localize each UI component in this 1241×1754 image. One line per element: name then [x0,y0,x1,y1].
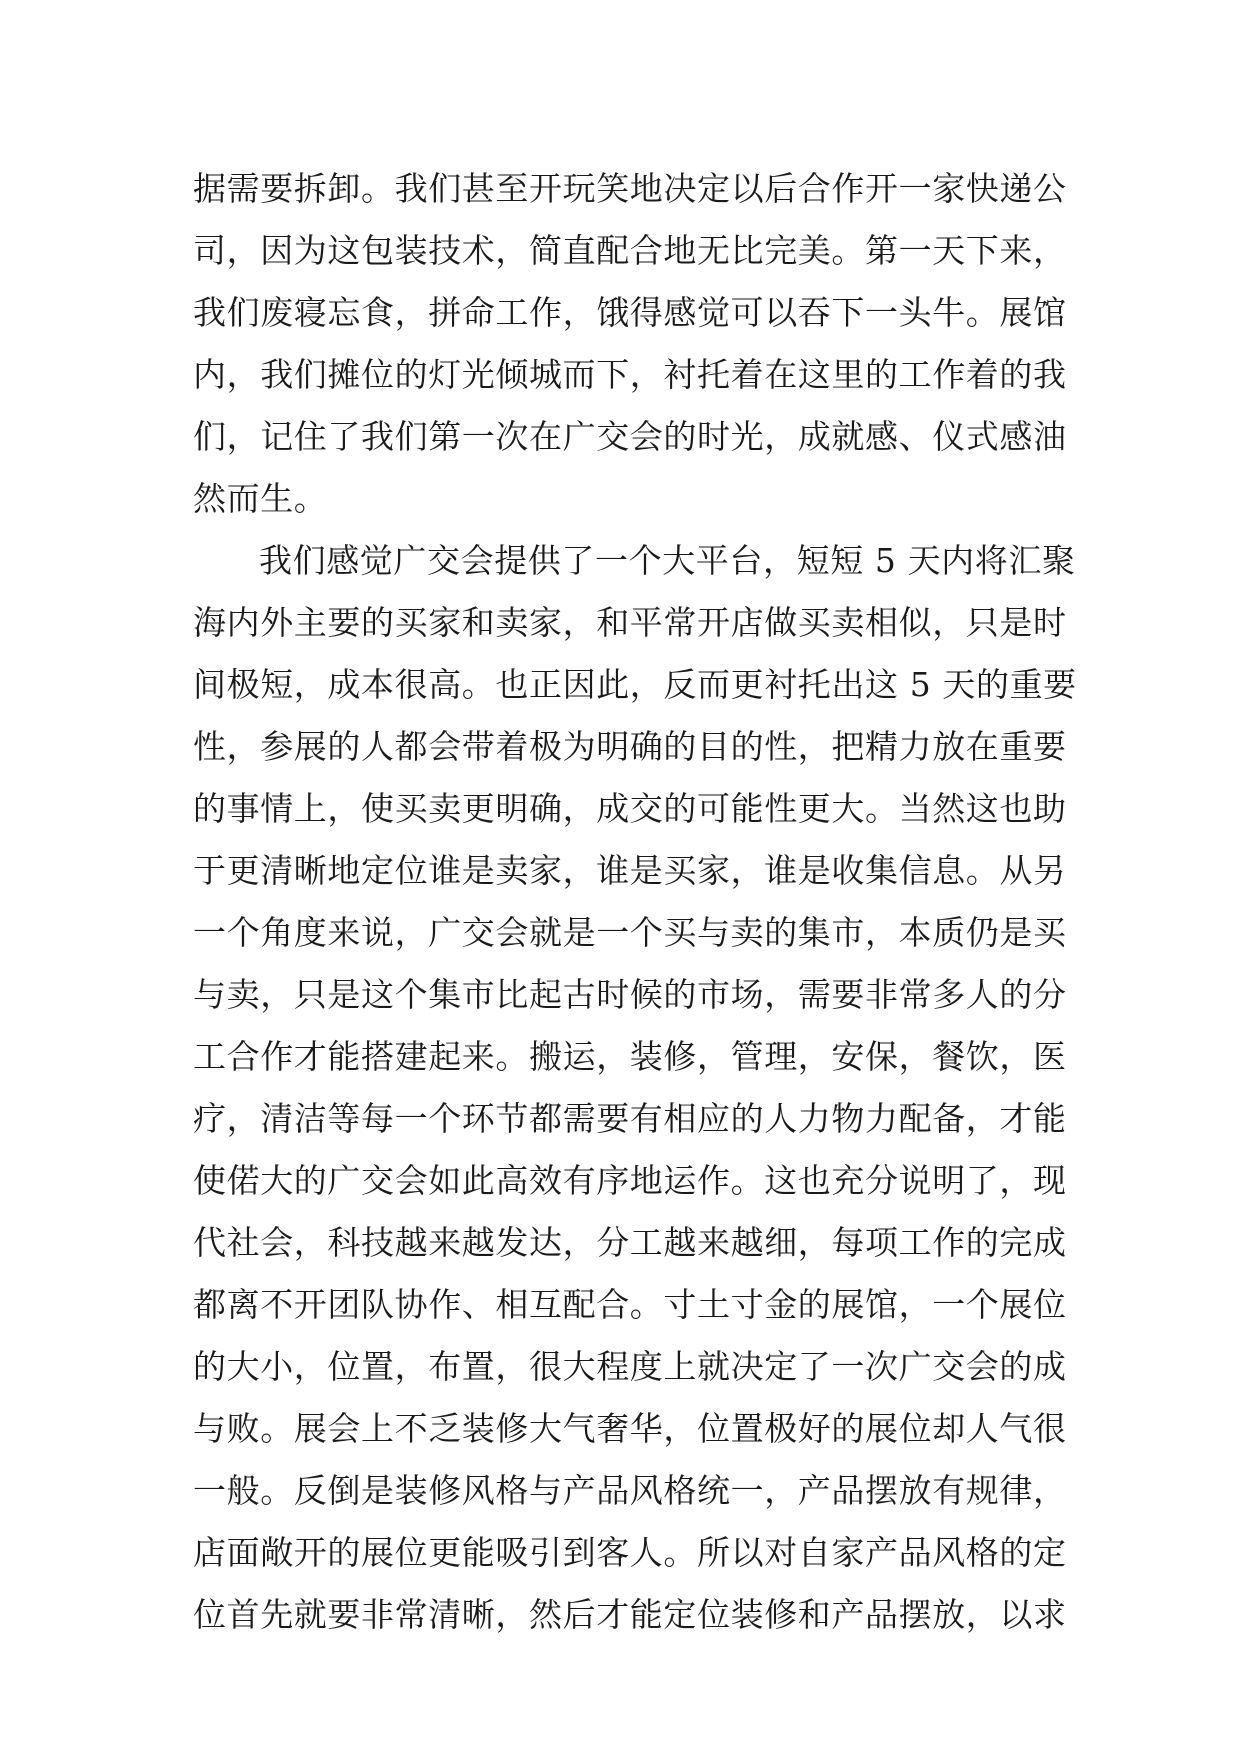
text-line: 都离不开团队协作、相互配合。寸土寸金的展馆，一个展位 [193,1285,1067,1324]
text-line: 一般。反倒是装修风格与产品风格统一，产品摆放有规律， [193,1471,1067,1510]
text-line: 工合作才能搭建起来。搬运，装修，管理，安保，餐饮，医 [193,1037,1067,1076]
text-line: 然而生。 [193,479,328,518]
paragraph-first-line: 我们感觉广交会提供了一个大平台，短短 5 天内将汇聚 [259,541,1076,580]
text-line: 使偌大的广交会如此高效有序地运作。这也充分说明了，现 [193,1161,1067,1200]
text-line: 与卖，只是这个集市比起古时候的市场，需要非常多人的分 [193,975,1067,1014]
text-line: 间极短，成本很高。也正因此，反而更衬托出这 5 天的重要 [193,665,1077,704]
text-line: 位首先就要非常清晰，然后才能定位装修和产品摆放，以求 [193,1595,1067,1634]
text-line: 据需要拆卸。我们甚至开玩笑地决定以后合作开一家快递公 [193,169,1067,208]
text-line: 内，我们摊位的灯光倾城而下，衬托着在这里的工作着的我 [193,355,1067,394]
text-line: 代社会，科技越来越发达，分工越来越细，每项工作的完成 [193,1223,1067,1262]
text-line: 与败。展会上不乏装修大气奢华，位置极好的展位却人气很 [193,1409,1067,1448]
text-line: 疗，清洁等每一个环节都需要有相应的人力物力配备，才能 [193,1099,1067,1138]
text-line: 们，记住了我们第一次在广交会的时光，成就感、仪式感油 [193,417,1067,456]
text-line: 一个角度来说，广交会就是一个买与卖的集市，本质仍是买 [193,913,1067,952]
body-text [193,158,1077,1646]
text-line: 于更清晰地定位谁是卖家，谁是买家，谁是收集信息。从另 [193,851,1067,890]
text-line: 店面敞开的展位更能吸引到客人。所以对自家产品风格的定 [193,1533,1067,1572]
text-line: 的大小，位置，布置，很大程度上就决定了一次广交会的成 [193,1347,1067,1386]
text-line: 的事情上，使买卖更明确，成交的可能性更大。当然这也助 [193,789,1067,828]
text-line: 海内外主要的买家和卖家，和平常开店做买卖相似，只是时 [193,603,1067,642]
text-line: 性，参展的人都会带着极为明确的目的性，把精力放在重要 [193,727,1067,766]
text-line: 司，因为这包装技术，简直配合地无比完美。第一天下来， [193,231,1067,270]
text-line: 我们废寝忘食，拼命工作，饿得感觉可以吞下一头牛。展馆 [193,293,1067,332]
